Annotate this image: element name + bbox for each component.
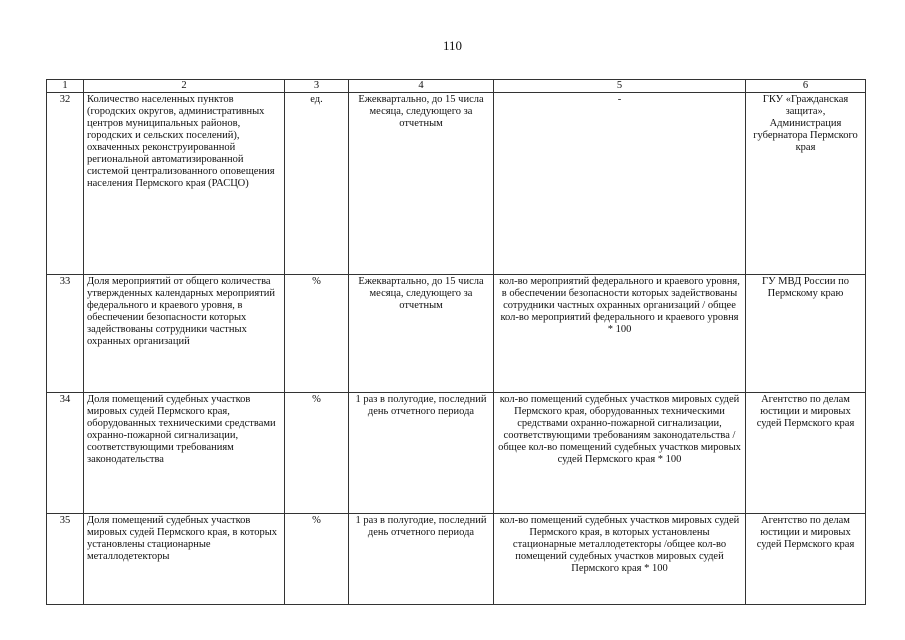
column-number: 1 [47,80,84,93]
unit: % [285,393,349,514]
responsible: ГУ МВД России по Пермскому краю [746,275,866,393]
indicator-name: Доля помещений судебных участков мировых судей Пермского края, в которых установлены стационарные металлодетекторы [84,514,285,605]
formula: кол-во помещений судебных участков мировых судей Пермского края, в которых установлены стационарные металлодетекторы /общее кол-во помещений судебных участков мировых судей Пермского края * 100 [494,514,746,605]
column-number: 4 [349,80,494,93]
indicator-name: Доля мероприятий от общего количества утвержденных календарных мероприятий федерального и краевого уровня, в обеспечении безопасности которых задействованы сотрудники частных охранных организаций [84,275,285,393]
unit: % [285,275,349,393]
frequency: Ежеквартально, до 15 числа месяца, следующего за отчетным [349,275,494,393]
formula: кол-во помещений судебных участков мировых судей Пермского края, оборудованных техническими средствами охранно-пожарной сигнализации, соответствующими требованиям законодательства / общее кол-во помещений судебных участков мировых судей Пермского края * 100 [494,393,746,514]
table-row [47,93,866,275]
row-number: 32 [47,93,84,275]
indicator-name: Количество населенных пунктов (городских округов, административных центров муниципальных районов, городских и сельских поселений), охваченных реконструированной региональной автоматизированной системой централизованного оповещения населения Пермского края (РАСЦО) [84,93,285,275]
row-number: 33 [47,275,84,393]
table-row [47,393,866,514]
responsible: ГКУ «Гражданская защита», Администрация губернатора Пермского края [746,93,866,275]
row-number: 35 [47,514,84,605]
column-number-row [47,80,866,93]
column-number: 2 [84,80,285,93]
responsible: Агентство по делам юстиции и мировых судей Пермского края [746,514,866,605]
formula: - [494,93,746,275]
indicator-name: Доля помещений судебных участков мировых судей Пермского края, оборудованных техническими средствами охранно-пожарной сигнализации, соответствующими требованиям законодательства [84,393,285,514]
page-number: 110 [442,38,463,53]
unit: % [285,514,349,605]
column-number: 5 [494,80,746,93]
frequency: 1 раз в полугодие, последний день отчетного периода [349,393,494,514]
row-number: 34 [47,393,84,514]
column-number: 6 [746,80,866,93]
column-number: 3 [285,80,349,93]
frequency: Ежеквартально, до 15 числа месяца, следующего за отчетным [349,93,494,275]
indicators-table [46,79,866,605]
responsible: Агентство по делам юстиции и мировых судей Пермского края [746,393,866,514]
unit: ед. [285,93,349,275]
table-row [47,514,866,605]
formula: кол-во мероприятий федерального и краевого уровня, в обеспечении безопасности которых задействованы сотрудники частных охранных организаций / общее кол-во мероприятий федерального и краевого уровня * 100 [494,275,746,393]
frequency: 1 раз в полугодие, последний день отчетного периода [349,514,494,605]
table-row [47,275,866,393]
